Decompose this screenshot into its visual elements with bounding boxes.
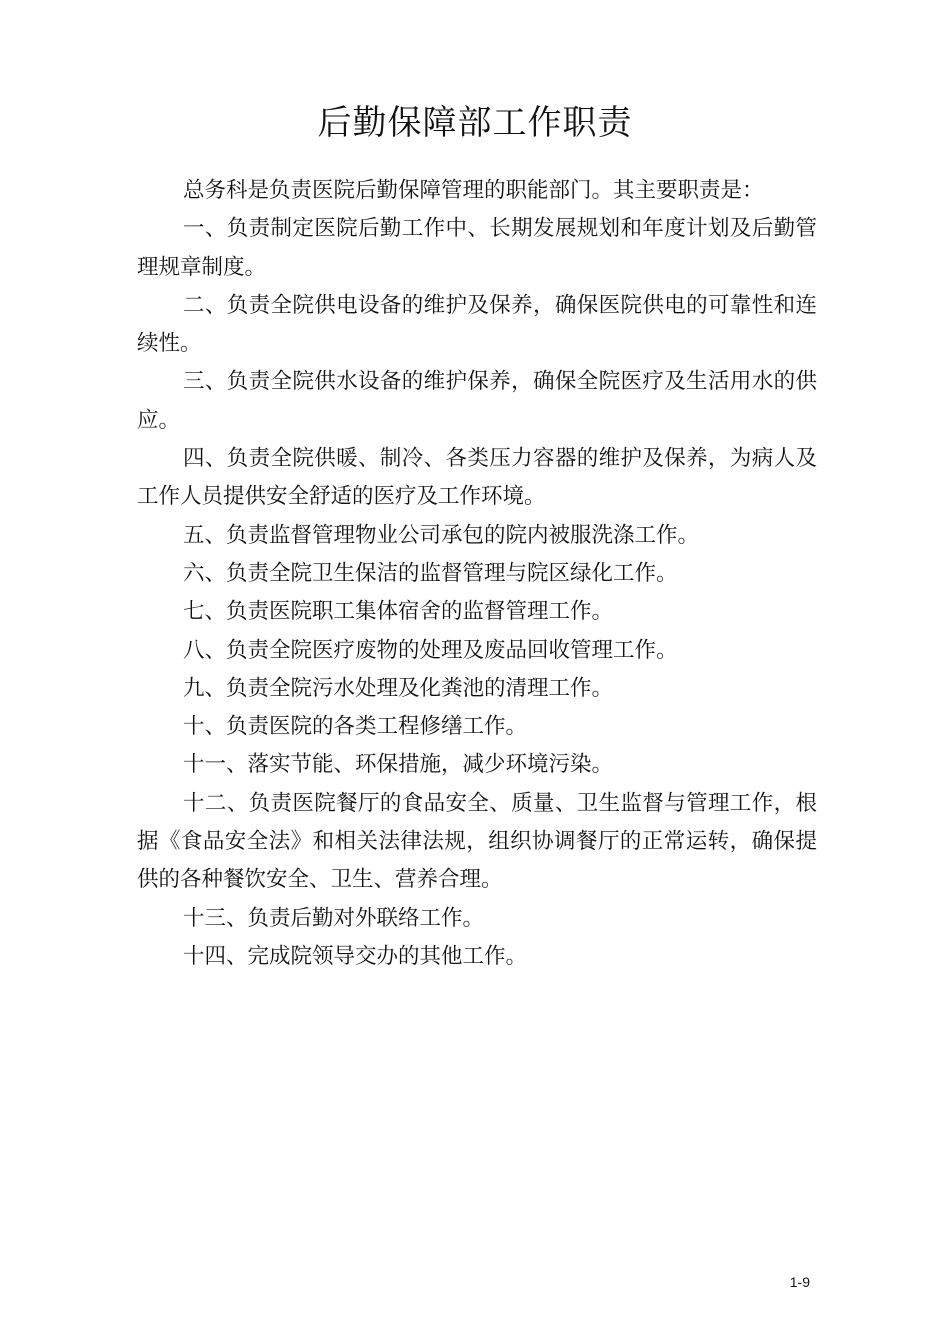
document-title: 后勤保障部工作职责 <box>317 103 633 143</box>
duty-item-2: 二、负责全院供电设备的维护及保养，确保医院供电的可靠性和连续性。 <box>137 292 817 357</box>
duty-item-13: 十三、负责后勤对外联络工作。 <box>183 905 485 931</box>
duty-item-9: 九、负责全院污水处理及化粪池的清理工作。 <box>183 675 614 701</box>
duty-item-7: 七、负责医院职工集体宿舍的监督管理工作。 <box>183 599 614 625</box>
duty-item-11: 十一、落实节能、环保措施，减少环境污染。 <box>183 752 614 778</box>
duty-item-12: 十二、负责医院餐厅的食品安全、质量、卫生监督与管理工作，根据《食品安全法》和相关法律法规，组织协调餐厅的正常运转，确保提供的各种餐饮安全、卫生、营养合理。 <box>137 790 817 893</box>
duty-item-10: 十、负责医院的各类工程修缮工作。 <box>183 714 528 740</box>
duty-item-4: 四、负责全院供暖、制冷、各类压力容器的维护及保养，为病人及工作人员提供安全舒适的医疗及工作环境。 <box>137 446 817 510</box>
duty-item-6: 六、负责全院卫生保洁的监督管理与院区绿化工作。 <box>183 560 678 586</box>
duty-item-8: 八、负责全院医疗废物的处理及废品回收管理工作。 <box>183 637 678 663</box>
page-number: 1-9 <box>789 1274 810 1290</box>
duty-item-3: 三、负责全院供水设备的维护保养，确保全院医疗及生活用水的供应。 <box>137 369 817 433</box>
duty-item-1: 一、负责制定医院后勤工作中、长期发展规划和年度计划及后勤管理规章制度。 <box>137 216 817 280</box>
document-body <box>137 172 817 976</box>
duty-item-14: 十四、完成院领导交办的其他工作。 <box>183 943 528 969</box>
intro-paragraph: 总务科是负责医院后勤保障管理的职能部门。其主要职责是： <box>183 178 764 203</box>
duty-item-5: 五、负责监督管理物业公司承包的院内被服洗涤工作。 <box>183 522 700 548</box>
